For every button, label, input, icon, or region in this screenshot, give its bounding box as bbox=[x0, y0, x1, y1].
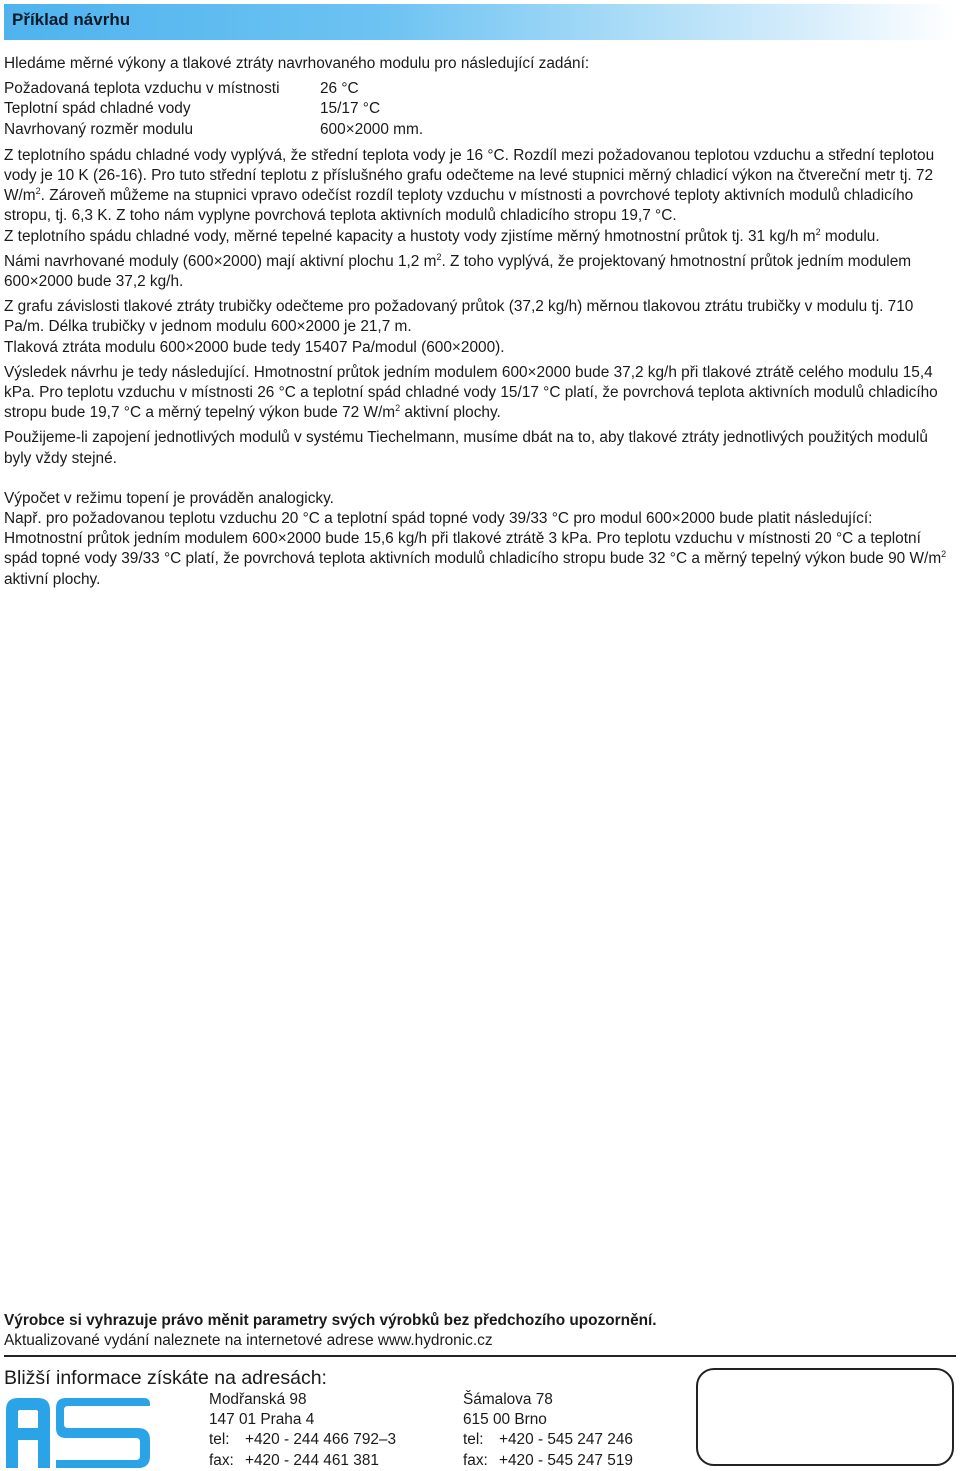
address-praha bbox=[209, 1390, 396, 1471]
address-street: Šámalova 78 bbox=[463, 1391, 553, 1408]
paragraph-cooling-calc: Z teplotního spádu chladné vody vyplývá, že střední teplota vody je 16 °C. Rozdíl mezi požadovanou teplotou vzduchu a střední teplotou vody je 10 K (26-16). Pro tuto střední teplotu z příslušného grafu odečteme na levé stupnici měrný chladicí výkon na čtvereční metr tj. 72 $W/m^2$. Zároveň můžeme na stupnici vpravo odečíst rozdíl teploty vzduchu v místnosti a povrchové teploty aktivních modulů chladicího stropu, tj. 6,3 K. Z toho nám vyplyne povrchová teplota aktivních modulů chladicího stropu 19,7 °C. bbox=[4, 146, 935, 225]
address-tel: tel: +420 - 545 247 246 bbox=[463, 1431, 633, 1449]
param-value: 15/17 °C bbox=[320, 100, 381, 118]
param-row bbox=[4, 120, 423, 140]
paragraph-active-area: Námi navrhované moduly (600×2000) mají aktivní plochu 1,2 $m^2$. Z toho vyplývá, že projektovaný hmotnostní průtok jedním modulem 600×2000 bude 37,2 kg/h. bbox=[4, 251, 912, 291]
dealer-stamp-box bbox=[696, 1368, 954, 1466]
paragraph-heating-result: Hmotnostní průtok jedním modulem 600×2000 bude 15,6 kg/h při tlakové ztrátě 3 kPa. Pro teplotu vzduchu v místnosti 20 °C a teplotní spád topné vody 39/33 °C platí, že povrchová teplota aktivních modulů chladicího stropu bude 32 °C a měrný tepelný výkon bude 90 $W/m^2$ aktivní plochy. bbox=[4, 530, 947, 588]
paragraph-pressure-drop: Z grafu závislosti tlakové ztráty trubičky odečteme pro požadovaný průtok (37,2 kg/h) měrnou tlakovou ztrátu trubičky v modulu tj. 710 Pa/m. Délka trubičky v jednom modulu 600×2000 je 21,7 m. bbox=[4, 298, 914, 336]
paragraph-module-loss: Tlaková ztráta modulu 600×2000 bude tedy 15407 Pa/modul (600×2000). bbox=[4, 338, 505, 356]
document-body bbox=[4, 54, 956, 590]
paragraph-tiechelmann: Použijeme-li zapojení jednotlivých modulů v systému Tiechelmann, musíme dbát na to, aby tlakové ztráty jednotlivých použitých modulů byly vždy stejné. bbox=[4, 429, 928, 467]
update-text: Aktualizované vydání naleznete na internetové adrese www.hydronic.cz bbox=[4, 1332, 493, 1349]
parameters-table bbox=[4, 79, 423, 140]
address-city: 615 00 Brno bbox=[463, 1411, 547, 1429]
logo-text-systems: YSTEMS bbox=[68, 1409, 138, 1428]
logo-registered: ® bbox=[119, 1441, 131, 1458]
logo-text-ir: IR bbox=[58, 1442, 74, 1459]
param-label: Požadovaná teplota vzduchu v místnosti bbox=[4, 80, 280, 98]
paragraph-heating: Výpočet v režimu topení je prováděn analogicky. bbox=[4, 489, 334, 507]
param-value: 26 °C bbox=[320, 80, 359, 98]
paragraph-example: Např. pro požadovanou teplotu vzduchu 20 °C a teplotní spád topné vody 39/33 °C pro modul 600×2000 bude platit následující: bbox=[4, 510, 873, 528]
param-row bbox=[4, 79, 423, 99]
page-title: Příklad návrhu bbox=[12, 10, 131, 29]
param-row bbox=[4, 99, 423, 119]
paragraph-result: Výsledek návrhu je tedy následující. Hmotnostní průtok jedním modulem 600×2000 bude 37,2 kg/h při tlakové ztrátě celého modulu 15,4 kPa. Pro teplotu vzduchu v místnosti 26 °C a teplotní spád chladné vody 15/17 °C platí, že povrchová teplota aktivních modulů chladicího stropu bude 19,7 °C a měrný tepelný výkon bude 72 $W/m^2$ aktivní plochy. bbox=[4, 363, 938, 422]
intro-text: Hledáme měrné výkony a tlakové ztráty navrhovaného modulu pro následující zadání: bbox=[4, 55, 590, 72]
footer-notice bbox=[4, 1311, 956, 1351]
contact-heading: Bližší informace získáte na adresách: bbox=[4, 1367, 327, 1389]
air-systems-logo bbox=[4, 1396, 152, 1468]
param-label: Teplotní spád chladné vody bbox=[4, 100, 191, 118]
address-fax: fax: +420 - 545 247 519 bbox=[463, 1451, 633, 1469]
param-value: 600×2000 mm. bbox=[320, 120, 424, 138]
paragraph-mass-flow: Z teplotního spádu chladné vody, měrné tepelné kapacity a hustoty vody zjistíme měrný hmotnostní průtok tj. 31 kg/h $m^2$ modulu. bbox=[4, 226, 880, 245]
address-fax: fax: +420 - 244 461 381 bbox=[209, 1451, 379, 1469]
address-tel: tel: +420 - 244 466 792–3 bbox=[209, 1431, 397, 1449]
param-label: Navrhovaný rozměr modulu bbox=[4, 120, 194, 138]
footer-divider bbox=[4, 1355, 956, 1357]
header-bar bbox=[4, 4, 956, 40]
address-street: Modřanská 98 bbox=[209, 1391, 307, 1408]
address-brno bbox=[463, 1390, 633, 1471]
address-city: 147 01 Praha 4 bbox=[209, 1411, 315, 1429]
disclaimer-text: Výrobce si vyhrazuje právo měnit parametry svých výrobků bez předchozího upozornění. bbox=[4, 1312, 657, 1329]
